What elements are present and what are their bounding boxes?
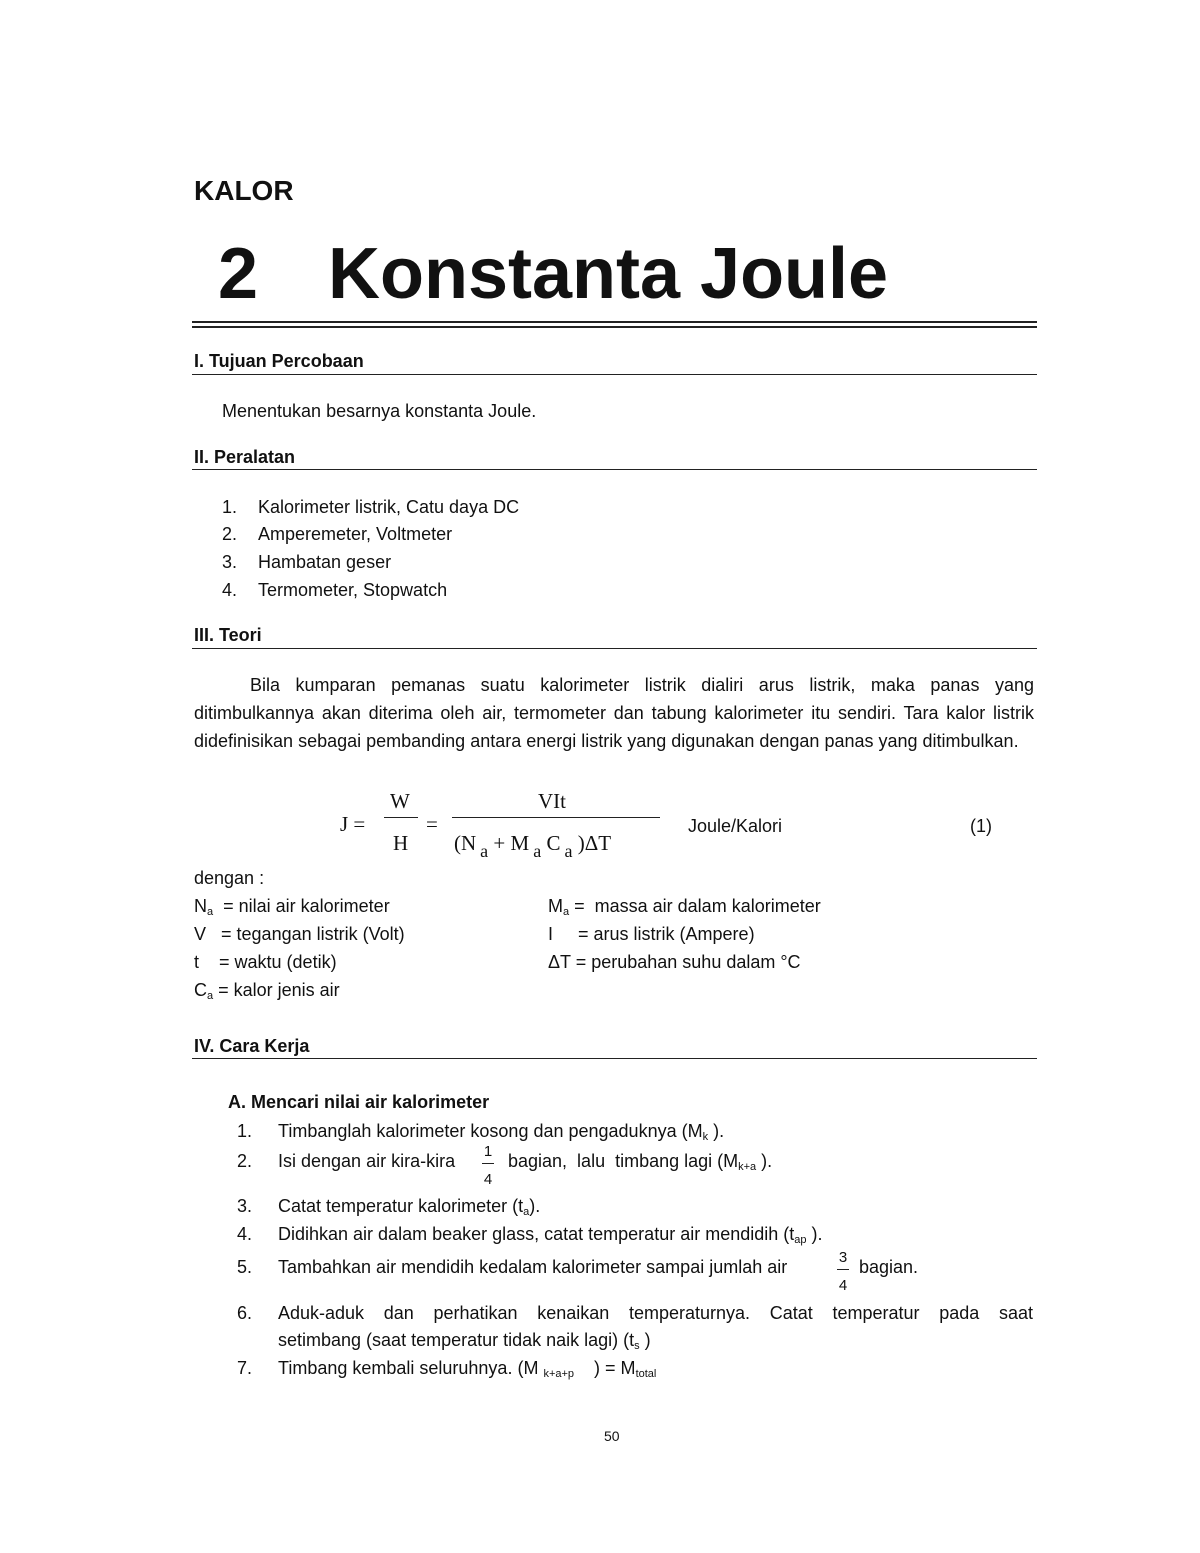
step-number: 5. [237,1257,253,1277]
formula-numerator-2: VIt [538,789,566,813]
section-rule [192,469,1037,470]
teori-text: Bila kumparan pemanas suatu kalorimeter listrik dialiri arus listrik, maka panas yang ditimbulkannya akan diterima oleh air, termometer dan tabung kalorimeter itu sendiri. Tara kalor listrik didefinisikan sebagai pembanding antara energi listrik yang digunakan dengan panas yang ditimbulkan. [194,675,1034,751]
section-rule [192,374,1037,375]
fraction-denominator: 4 [483,1171,493,1188]
page-number: 50 [604,1428,620,1444]
dengan-label: dengan : [194,868,265,888]
section-heading-tujuan: I. Tujuan Percobaan [194,351,364,371]
tujuan-text: Menentukan besarnya konstanta Joule. [222,401,537,421]
step-number: 1. [237,1121,253,1141]
step-text: Aduk-aduk dan perhatikan kenaikan temperaturnya. Catat temperatur pada saat [278,1303,1033,1323]
fraction-bar [482,1163,494,1164]
formula-denominator-1: H [393,831,409,855]
step-text: setimbang (saat temperatur tidak naik lagi) ($t_s$ ) [278,1330,651,1352]
step-text: Timbang kembali seluruhnya. (M $_{k+a+p}$ ) = $M_{total}$ [278,1358,657,1380]
step-text: Timbanglah kalorimeter kosong dan pengaduknya ($M_k$ ). [278,1121,725,1143]
formula-equals: = [426,812,438,836]
formula-numerator-1: W [390,789,410,813]
list-item-number: 2. [222,524,238,544]
definition-item: $M_a$ = massa air dalam kalorimeter [548,896,821,918]
section-heading-peralatan: II. Peralatan [194,447,296,467]
step-text: Tambahkan air mendidih kedalam kalorimeter sampai jumlah air [278,1257,788,1277]
section-heading-teori: III. Teori [194,625,262,645]
formula-lhs: J = [340,812,366,836]
step-text: Didihkan air dalam beaker glass, catat temperatur air mendidih ($t_{ap}$ ). [278,1224,823,1246]
list-item-number: 4. [222,580,238,600]
definition-item: I = arus listrik (Ampere) [548,924,755,944]
step-text: Isi dengan air kira-kira [278,1151,456,1171]
fraction-bar [837,1269,849,1270]
list-item-number: 3. [222,552,238,572]
subsection-heading: A. Mencari nilai air kalorimeter [228,1092,490,1112]
title-rule-bottom [192,326,1037,328]
section-rule [192,1058,1037,1059]
title-rule-top [192,321,1037,323]
step-number: 2. [237,1151,253,1171]
list-item: Termometer, Stopwatch [258,580,448,600]
fraction-denominator: 4 [838,1277,848,1294]
step-text: Catat temperatur kalorimeter $(t_a)$. [278,1196,541,1218]
formula-denominator-2: (N a + M a C a )ΔT [454,831,612,861]
definition-item: $N_a$ = nilai air kalorimeter [194,896,390,918]
page-title [218,232,888,316]
step-number: 3. [237,1196,253,1216]
fraction-bar [452,817,660,818]
section-heading-cara-kerja: IV. Cara Kerja [194,1036,310,1056]
teori-paragraph [194,671,1034,755]
step-number: 4. [237,1224,253,1244]
equation-number: (1) [970,816,992,836]
definition-item: t = waktu (detik) [194,952,337,972]
list-item-number: 1. [222,497,238,517]
chapter-title: Konstanta Joule [328,234,889,314]
definition-item: ΔT = perubahan suhu dalam °C [548,952,801,972]
definition-item: V = tegangan listrik (Volt) [194,924,405,944]
list-item: Amperemeter, Voltmeter [258,524,453,544]
list-item: Kalorimeter listrik, Catu daya DC [258,497,520,517]
definition-item: $C_a$ = kalor jenis air [194,980,340,1002]
fraction-numerator: 1 [483,1143,493,1160]
step-number: 7. [237,1358,253,1378]
section-rule [192,648,1037,649]
step-number: 6. [237,1303,253,1323]
step-text: bagian, lalu timbang lagi ($M_{k+a}$ ). [508,1151,773,1173]
fraction-bar [384,817,418,818]
chapter-label: KALOR [194,175,294,206]
formula-unit: Joule/Kalori [688,816,783,836]
step-text: bagian. [859,1257,919,1277]
chapter-number: 2 [218,234,259,314]
list-item: Hambatan geser [258,552,392,572]
fraction-numerator: 3 [838,1249,848,1266]
